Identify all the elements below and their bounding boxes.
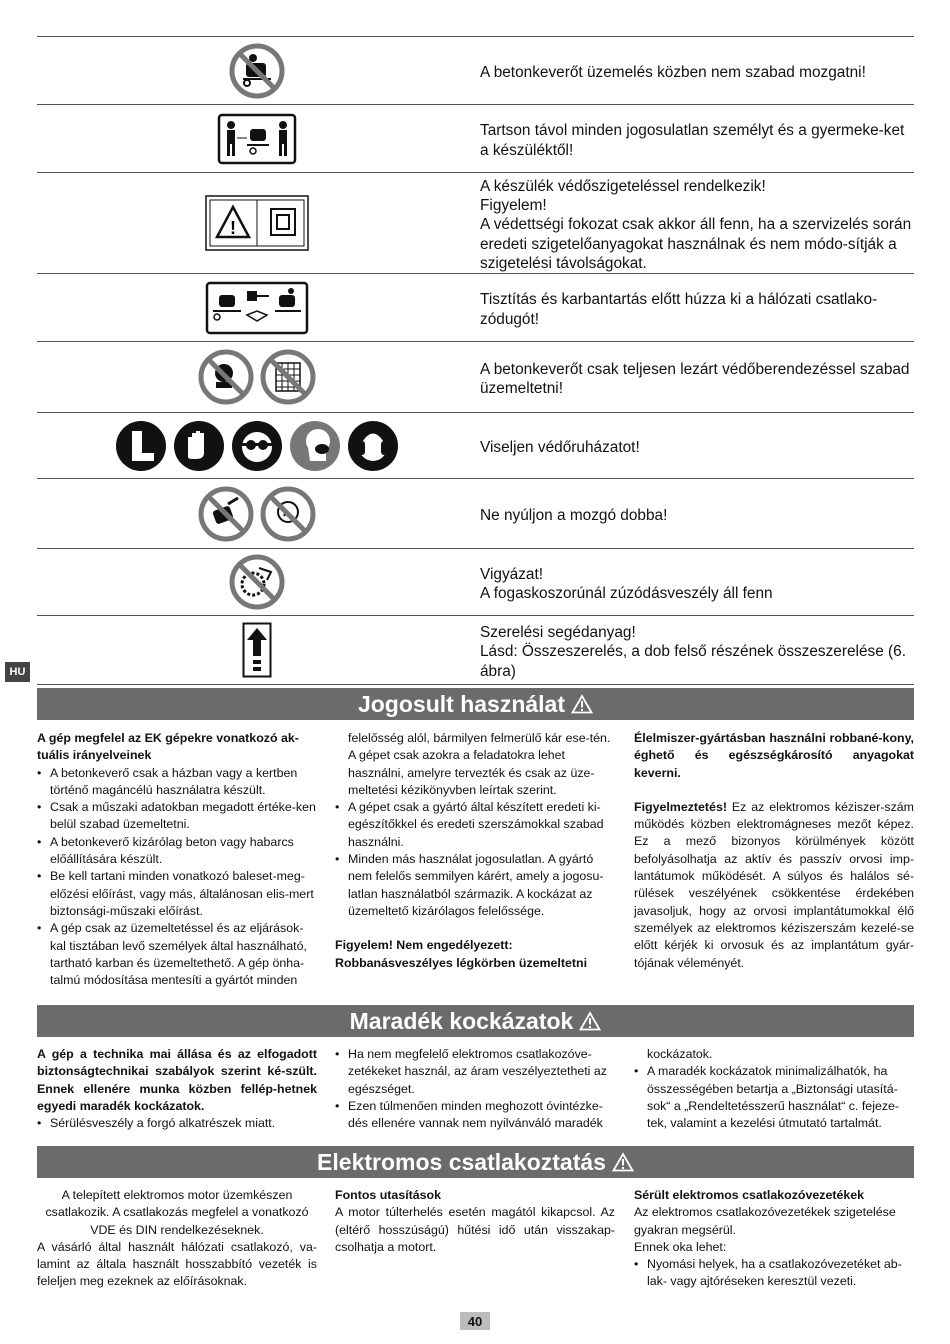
list-item: • Minden más használat jogosulatlan. A gyártó nem felelős semmilyen kárért, amely a jogosu-latlan használatból származik. A kockázat az üzemeltető kizárólagos felelőssége. bbox=[335, 851, 615, 920]
list-item: • A maradék kockázatok minimalizálhatók, ha összességében betartja a „Biztonsági utasítá-sok“ a „Rendeltetésszerű használat“ c. fejeze-tek, valamint a kezelési útmutató tartalmát. bbox=[634, 1063, 914, 1132]
bullet-list bbox=[634, 1256, 914, 1291]
damaged-cable-text: Az elektromos csatlakozóvezetékek szigetelése gyakran megsérül. bbox=[634, 1205, 896, 1237]
symbol-row bbox=[37, 173, 914, 274]
bullet-list bbox=[634, 1063, 914, 1132]
overload-text: A motor túlterhelés esetén magától kikapcsol. Az (eltérő hosszúságú) hűtési idő után visszakap-csolhatja a motort. bbox=[335, 1205, 615, 1254]
intended-use-col-3 bbox=[634, 730, 914, 972]
explosive-warning: Figyelem! Nem engedélyezett: Robbanásveszélyes légkörben üzemeltetni bbox=[335, 938, 588, 970]
page-number: 40 bbox=[460, 1312, 490, 1330]
bullet-list bbox=[37, 1115, 317, 1132]
list-item: • Sérülésveszély a forgó alkatrészek miatt. bbox=[37, 1115, 317, 1132]
section-title: Elektromos csatlakoztatás bbox=[317, 1148, 606, 1175]
col-heading: Élelmiszer-gyártásban használni robbané-kony, éghető és egészségkárosító anyagokat keverni. bbox=[634, 731, 914, 780]
continued-text: kockázatok. bbox=[647, 1047, 713, 1061]
symbol-text: Ne nyúljon a mozgó dobba! bbox=[480, 506, 668, 524]
residual-risks-col-1 bbox=[37, 1046, 317, 1132]
bullet-list bbox=[335, 1046, 615, 1132]
safety-symbol-table bbox=[37, 36, 914, 685]
electrical-col-1 bbox=[37, 1187, 317, 1291]
list-item: • Be kell tartani minden vonatkozó baleset-meg-előzési előírást, vagy más, általánosan elis-mert biztonsági-műszaki előírást. bbox=[37, 868, 317, 920]
section-title: Jogosult használat bbox=[357, 690, 566, 717]
emf-warning bbox=[634, 799, 914, 972]
no-open-drum-icon bbox=[198, 349, 254, 405]
list-item: • Csak a műszaki adatokban megadott értéke-ken belül szabad üzemeltetni. bbox=[37, 799, 317, 834]
ear-protection-icon bbox=[346, 419, 400, 473]
dust-mask-icon bbox=[288, 419, 342, 473]
continued-text: felelősség alól, bármilyen felmerülő kár ese-tén. A gépet csak azokra a feladatokra lehet használni, amelyre tervezték és csak az üze-meltetési kézikönyvben leírtak szerint. bbox=[348, 731, 611, 797]
symbol-row bbox=[37, 274, 914, 342]
no-tool-in-drum-icon bbox=[198, 486, 254, 542]
col-heading: A gép megfelel az EK gépekre vonatkozó ak-tuális irányelveinek bbox=[37, 731, 299, 763]
closed-guard-icon bbox=[260, 349, 316, 405]
list-item: • Ha nem megfelelő elektromos csatlakozóve-zetékeket használ, az áram veszélyeztetheti az egészséget. bbox=[335, 1046, 615, 1098]
section-title: Maradék kockázatok bbox=[349, 1007, 574, 1034]
symbol-row bbox=[37, 342, 914, 413]
symbol-text: Tisztítás és karbantartás előtt húzza ki a hálózati csatlako-zódugót! bbox=[480, 291, 878, 328]
language-tab: HU bbox=[5, 662, 30, 682]
residual-risks-col-2 bbox=[335, 1046, 615, 1132]
section-header-electrical bbox=[37, 1146, 914, 1178]
col-heading: Sérült elektromos csatlakozóvezetékek bbox=[634, 1188, 865, 1202]
bullet-list bbox=[335, 799, 615, 920]
motor-connection-text: A telepített elektromos motor üzemkészen csatlakozik. A csatlakozás megfelel a vonatkozó VDE és DIN rendelkezéseknek. bbox=[45, 1188, 309, 1237]
unplug-before-cleaning-icon bbox=[205, 281, 309, 335]
symbol-row bbox=[37, 549, 914, 616]
warning-icon bbox=[571, 694, 593, 714]
section-header-residual-risks bbox=[37, 1005, 914, 1037]
symbol-text-line: Lásd: Összeszerelés, a dob felső részének összeszerelése (6. ábra) bbox=[480, 643, 907, 680]
cable-requirement-text: A vásárló által használt hálózati csatlakozó, va-lamint az általa használt hosszabbító vezeték is feleljen meg ezeknek az előírásoknak. bbox=[37, 1239, 317, 1289]
residual-risks-col-3 bbox=[634, 1046, 914, 1132]
symbol-row bbox=[37, 37, 914, 105]
bullet-list bbox=[37, 765, 317, 990]
symbol-row bbox=[37, 479, 914, 549]
list-item: • A gépet csak a gyártó által készített eredeti ki-egészítőkkel és eredeti szerszámokkal szabad használni. bbox=[335, 799, 615, 851]
safety-boots-icon bbox=[114, 419, 168, 473]
electrical-col-3 bbox=[634, 1187, 914, 1291]
symbol-row bbox=[37, 616, 914, 685]
double-insulation-icon bbox=[205, 195, 309, 251]
safety-gloves-icon bbox=[172, 419, 226, 473]
col-heading: A gép a technika mai állása és az elfogadott biztonságtechnikai szabályok szerint ké-szült. Ennek ellenére munka közben fellép-hetnek egyedi maradék kockázatok. bbox=[37, 1047, 317, 1113]
list-item: • A gép csak az üzemeltetéssel és az eljárások-kal tisztában levő személyek által használható, tartható karban és üzemeltethető. A gép önha-talmú módosítása mentesíti a gyártót minden bbox=[37, 920, 317, 989]
symbol-text: Tartson távol minden jogosulatlan személyt és a gyermeke-ket a készüléktől! bbox=[480, 122, 905, 159]
symbol-text-line: A készülék védőszigeteléssel rendelkezik! bbox=[480, 177, 766, 195]
list-item: • A betonkeverő kizárólag beton vagy habarcs előállítására készült. bbox=[37, 834, 317, 869]
symbol-row bbox=[37, 413, 914, 479]
svg-text:!: ! bbox=[230, 218, 236, 238]
symbol-text: Viseljen védőruházatot! bbox=[480, 438, 640, 456]
no-moving-mixer-icon bbox=[229, 43, 285, 99]
intended-use-col-1 bbox=[37, 730, 317, 989]
warning-icon bbox=[579, 1011, 601, 1031]
electrical-col-2 bbox=[335, 1187, 615, 1256]
symbol-text-line: Vigyázat! bbox=[480, 565, 544, 583]
section-header-intended-use bbox=[37, 688, 914, 720]
warning-text: Ez az elektromos kéziszer-szám működés közben elektromágneses mezőt képez. Ez a mező bizonyos körülmények között befolyásolhatja az aktív és passzív orvosi imp-lantátumok működését. A súlyos és halálos sé-rülések veszélyének csökkentése érdekében javasoljuk, hogy az orvosi implantátumokkal élő személyek az elektromos kéziszerszám kezelé-se előtt kérjék ki orvosuk és az implantátum gyár-tójának véleményét. bbox=[634, 799, 914, 970]
assembly-aid-icon bbox=[242, 622, 272, 678]
col-heading: Fontos utasítások bbox=[335, 1188, 442, 1202]
symbol-text: A betonkeverőt csak teljesen lezárt védőberendezéssel szabad üzemeltetni! bbox=[480, 360, 910, 397]
symbol-text-line: A védettségi fokozat csak akkor áll fenn, ha a szervizelés során eredeti szigetelőanyagokat használnak és nem módo-sítják a szigetelési távolságokat. bbox=[480, 216, 912, 272]
keep-distance-icon bbox=[217, 113, 297, 165]
cause-text: Ennek oka lehet: bbox=[634, 1239, 727, 1254]
no-hand-in-drum-icon bbox=[260, 486, 316, 542]
safety-goggles-icon bbox=[230, 419, 284, 473]
intended-use-col-2 bbox=[335, 730, 615, 972]
symbol-text-line: A fogaskoszorúnál zúzódásveszély áll fenn bbox=[480, 585, 773, 602]
symbol-text: A betonkeverőt üzemelés közben nem szabad mozgatni! bbox=[480, 63, 866, 81]
list-item: • Ezen túlmenően minden meghozott óvintézke-dés ellenére vannak nem nyilvánváló maradék bbox=[335, 1098, 615, 1133]
symbol-row bbox=[37, 105, 914, 173]
list-item: • Nyomási helyek, ha a csatlakozóvezetéket ab-lak- vagy ajtóréseken keresztül vezeti. bbox=[634, 1256, 914, 1291]
symbol-text-line: Figyelem! bbox=[480, 197, 547, 215]
gear-crush-icon bbox=[229, 554, 285, 610]
symbol-text-line: Szerelési segédanyag! bbox=[480, 624, 636, 642]
list-item: • A betonkeverő csak a házban vagy a kertben történő magáncélú használatra készült. bbox=[37, 765, 317, 800]
warning-label: Figyelmeztetés! bbox=[634, 799, 727, 814]
warning-icon bbox=[612, 1152, 634, 1172]
